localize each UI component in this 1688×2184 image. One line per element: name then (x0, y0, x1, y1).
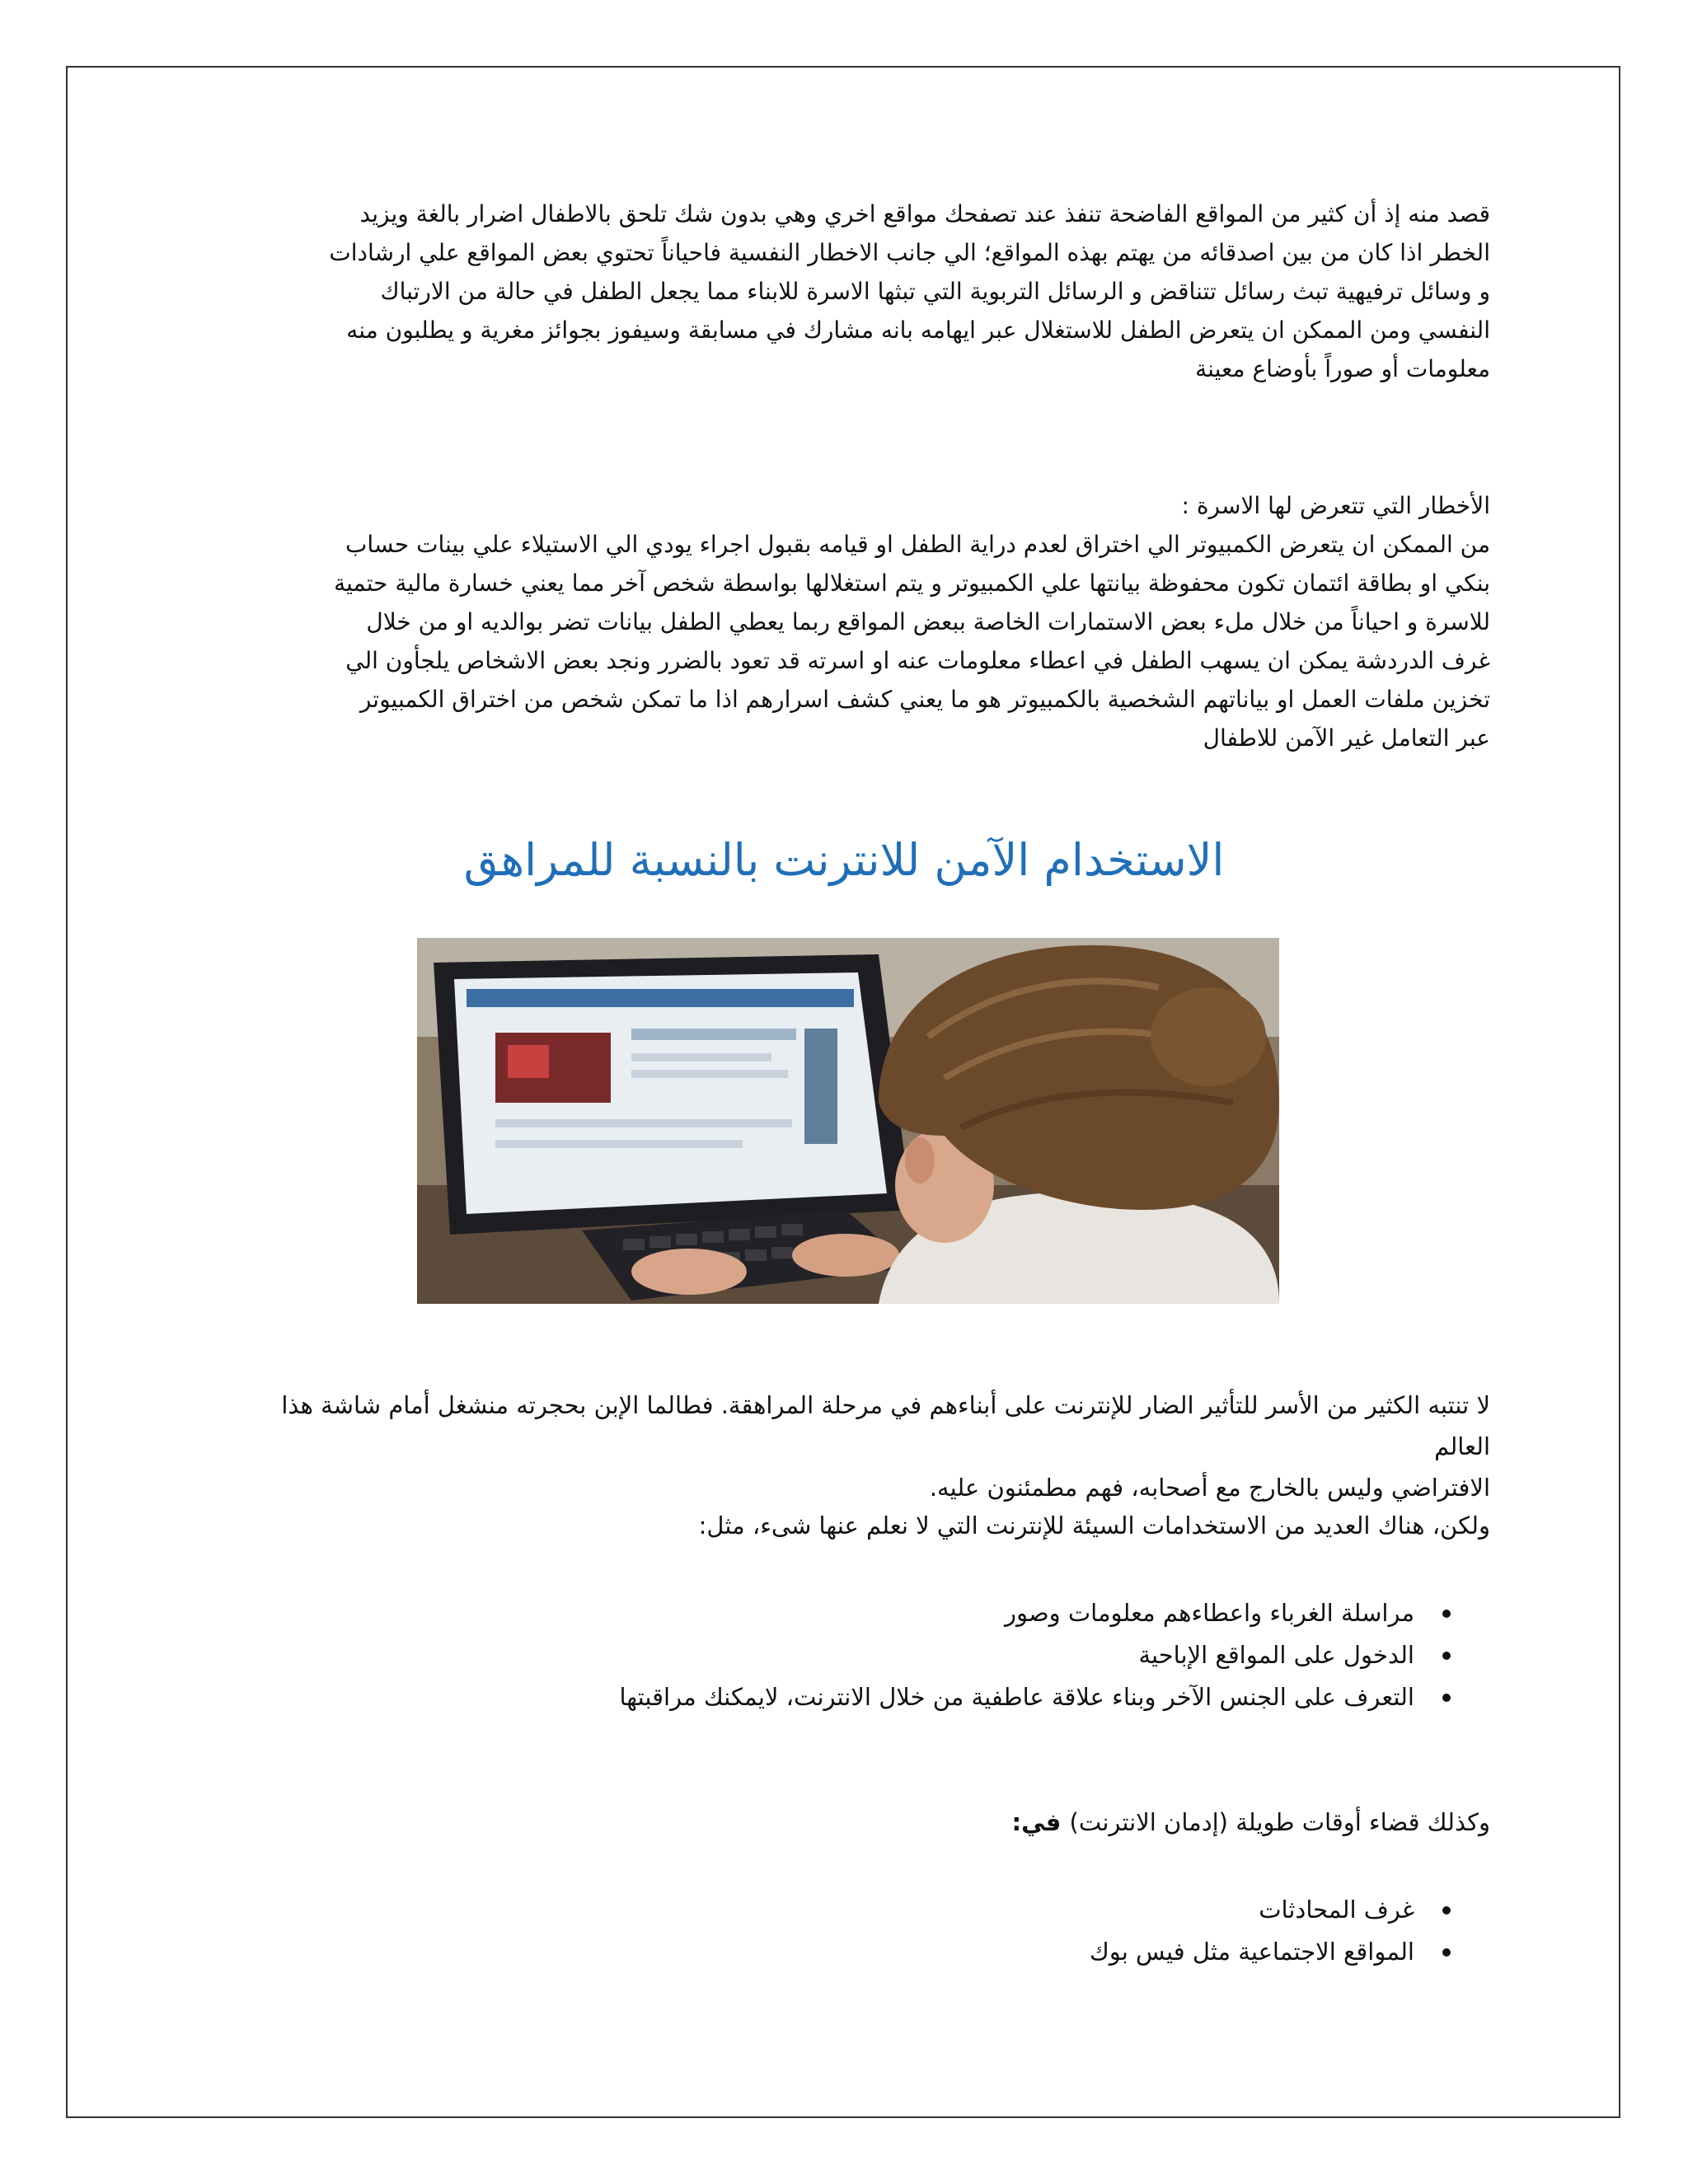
list-item-text: مراسلة الغرباء واعطاءهم معلومات وصور (1005, 1599, 1414, 1627)
family-line-2: بنكي او بطاقة ائتمان تكون محفوظة بيانتها علي الكمبيوتر و يتم استغلالها بواسطة شخص آخر مما يعني خسارة مالية حتمية (334, 569, 1490, 597)
bullet-icon (1442, 1694, 1451, 1702)
bullet-icon (1442, 1906, 1451, 1915)
misuse-bullet-list (619, 1592, 1451, 1718)
list-item (619, 1676, 1451, 1718)
teen-misuse-paragraph (221, 1505, 1490, 1546)
bullet-icon (1442, 1610, 1451, 1618)
list-item (619, 1592, 1451, 1634)
family-line-1: من الممكن ان يتعرض الكمبيوتر الي اختراق لعدم دراية الطفل او قيامه بقبول اجراء يودي الي الاستيلاء علي بينات حساب (345, 531, 1490, 558)
intro-paragraph (221, 194, 1490, 388)
teen-misuse-text: ولكن، هناك العديد من الاستخدامات السيئة للإنترنت التي لا نعلم عنها شىء، مثل: (698, 1511, 1490, 1540)
teen-intro-line-1: لا تنتبه الكثير من الأسر للتأثير الضار للإنترنت على أبناءهم في مرحلة المراهقة. فطالما الإبن بحجرته منشغل أمام شاشة هذا العالم (281, 1391, 1490, 1460)
intro-line-3: و وسائل ترفيهية تبث رسائل تتناقض و الرسائل التربوية التي تبثها الاسرة للابناء مما يجعل الطفل في حالة من الارتباك (380, 278, 1490, 305)
intro-line-5: معلومات أو صوراً بأوضاع معينة (1195, 355, 1490, 382)
teen-intro-paragraph (221, 1385, 1490, 1508)
family-line-3: للاسرة و احياناً من خلال ملء بعض الاستمارات الخاصة ببعض المواقع ربما يعطي الطفل بيانات تضر بوالديه او من خلال (366, 608, 1490, 635)
family-line-4: غرف الدردشة يمكن ان يسهب الطفل في اعطاء معلومات عنه او اسرته قد تعود بالضرر ونجد بعض الاشخاص يلجأون الي (345, 647, 1490, 674)
teen-addiction-paragraph (221, 1802, 1490, 1843)
intro-line-2: الخطر اذا كان من بين اصدقائه من يهتم بهذه المواقع؛ الي جانب الاخطار النفسية فاحياناً تحتوي بعض المواقع علي ارشادات (329, 239, 1490, 266)
intro-line-1: قصد منه إذ أن كثير من المواقع الفاضحة تنفذ عند تصفحك مواقع اخري وهي بدون شك تلحق بالاطفال اضرار بالغة ويزيد (359, 200, 1490, 227)
addiction-bullet-list (1090, 1889, 1451, 1973)
list-item-text: التعرف على الجنس الآخر وبناء علاقة عاطفية من خلال الانترنت، لايمكنك مراقبتها (619, 1683, 1414, 1711)
list-item-text: المواقع الاجتماعية مثل فيس بوك (1089, 1938, 1414, 1966)
family-risks-section (221, 486, 1490, 757)
list-item (619, 1634, 1451, 1676)
family-risks-title: الأخطار التي تتعرض لها الاسرة : (1181, 492, 1490, 519)
section-heading: الاستخدام الآمن للانترنت بالنسبة للمراهق (463, 834, 1225, 886)
intro-line-4: النفسي ومن الممكن ان يتعرض الطفل للاستغلال عبر ايهامه بانه مشارك في مسابقة وسيفوز بجوائز مغرية و يطلبون منه (346, 316, 1490, 344)
photo-girl-at-computer (417, 938, 1279, 1304)
teen-intro-line-2: الافتراضي وليس بالخارج مع أصحابه، فهم مطمئنون عليه. (929, 1474, 1490, 1502)
bullet-icon (1442, 1948, 1451, 1957)
list-item-text: غرف المحادثات (1259, 1896, 1414, 1924)
family-line-5: تخزين ملفات العمل او بياناتهم الشخصية بالكمبيوتر هو ما يعني كشف اسرارهم اذا ما تمكن شخص من اختراق الكمبيوتر (359, 686, 1490, 713)
list-item (1090, 1889, 1451, 1931)
list-item (1090, 1931, 1451, 1973)
teen-addiction-suffix: في: (1011, 1808, 1070, 1836)
bullet-icon (1442, 1652, 1451, 1660)
teen-addiction-line (221, 1802, 1490, 1843)
teen-addiction-text: وكذلك قضاء أوقات طويلة (إدمان الانترنت) (1069, 1808, 1490, 1836)
list-item-text: الدخول على المواقع الإباحية (1138, 1641, 1414, 1669)
family-line-6: عبر التعامل غير الآمن للاطفال (1203, 724, 1490, 752)
